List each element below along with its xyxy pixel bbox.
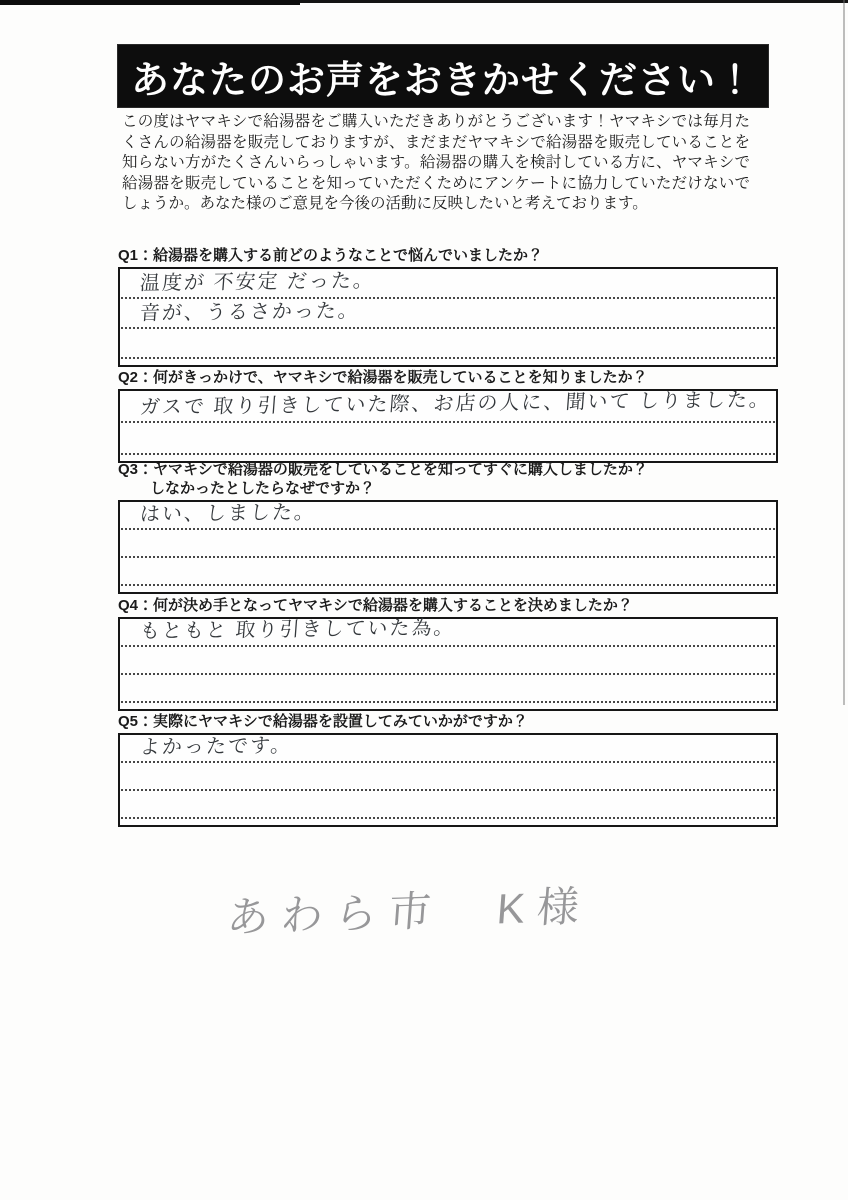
scan-top-edge-artifact-thick <box>0 0 300 5</box>
handwritten-answer: ガスで 取り引きしていた際、お店の人に、聞いて しりました。 <box>139 389 772 419</box>
question-q4-text: Q4：何が決め手となってヤマキシで給湯器を購入することを決めましたか？ <box>118 597 633 614</box>
scan-right-edge-artifact <box>843 0 845 705</box>
answer-line <box>121 530 775 558</box>
question-block-q1 <box>118 246 778 367</box>
question-block-q5 <box>118 712 778 827</box>
page-title: あなたのお声をおきかせください！ <box>130 59 755 102</box>
answer-box-tail <box>120 359 776 365</box>
answer-line <box>121 423 775 455</box>
answer-line <box>121 269 775 299</box>
handwritten-answer: はい、しました。 <box>139 501 317 526</box>
answer-line <box>121 329 775 359</box>
answer-line <box>121 391 775 423</box>
question-q2-text: Q2：何がきっかけで、ヤマキシで給湯器を販売していることを知りましたか？ <box>118 369 648 386</box>
answer-line <box>121 558 775 586</box>
answer-line <box>121 763 775 791</box>
question-q3-text-line2: しなかったとしたらなぜですか？ <box>150 480 376 497</box>
handwritten-answer: 音が、うるさかった。 <box>139 300 361 325</box>
handwritten-answer: よかったです。 <box>139 734 294 759</box>
answer-line <box>121 616 775 647</box>
answer-box-q1 <box>118 269 778 367</box>
question-block-q2 <box>118 368 778 463</box>
handwritten-answer: もともと 取り引きしていた為。 <box>139 616 457 643</box>
answer-box-q2 <box>118 391 778 463</box>
question-q1-text: Q1：給湯器を購入する前どのようなことで悩んでいましたか？ <box>118 247 544 264</box>
question-block-q3 <box>118 460 778 594</box>
answer-line <box>121 791 775 819</box>
answer-line <box>121 647 775 675</box>
title-banner <box>118 45 768 107</box>
answer-box-q4 <box>118 616 778 711</box>
question-q5-text: Q5：実際にヤマキシで給湯器を設置してみていかがですか？ <box>118 713 528 730</box>
signature-handwriting: あわら市 K様 <box>225 882 593 941</box>
question-q3-text: Q3：ヤマキシで給湯器の販売をしていることを知ってすぐに購入しましたか？ <box>118 461 648 478</box>
answer-box-q5 <box>118 735 778 827</box>
answer-box-tail <box>120 819 776 825</box>
answer-line <box>121 502 775 530</box>
question-block-q4 <box>118 596 778 711</box>
intro-paragraph: この度はヤマキシで給湯器をご購入いただきありがとうございます！ヤマキシでは毎月たくさんの給湯器を販売しておりますが、まだまだヤマキシで給湯器を販売していることを知らない方がたくさんいらっしゃいます。給湯器の購入を検討している方に、ヤマキシで給湯器を販売していることを知っていただくためにアンケートに協力していただけないでしょうか。あなた様のご意見を今後の活動に反映したいと考えております。 <box>122 113 750 212</box>
answer-line <box>121 675 775 703</box>
handwritten-answer: 温度が 不安定 だった。 <box>139 269 376 295</box>
answer-box-q3 <box>118 502 778 594</box>
question-q3-label <box>118 460 778 502</box>
answer-line <box>121 299 775 329</box>
answer-line <box>121 735 775 763</box>
answer-box-tail <box>120 586 776 592</box>
answer-box-tail <box>120 703 776 709</box>
